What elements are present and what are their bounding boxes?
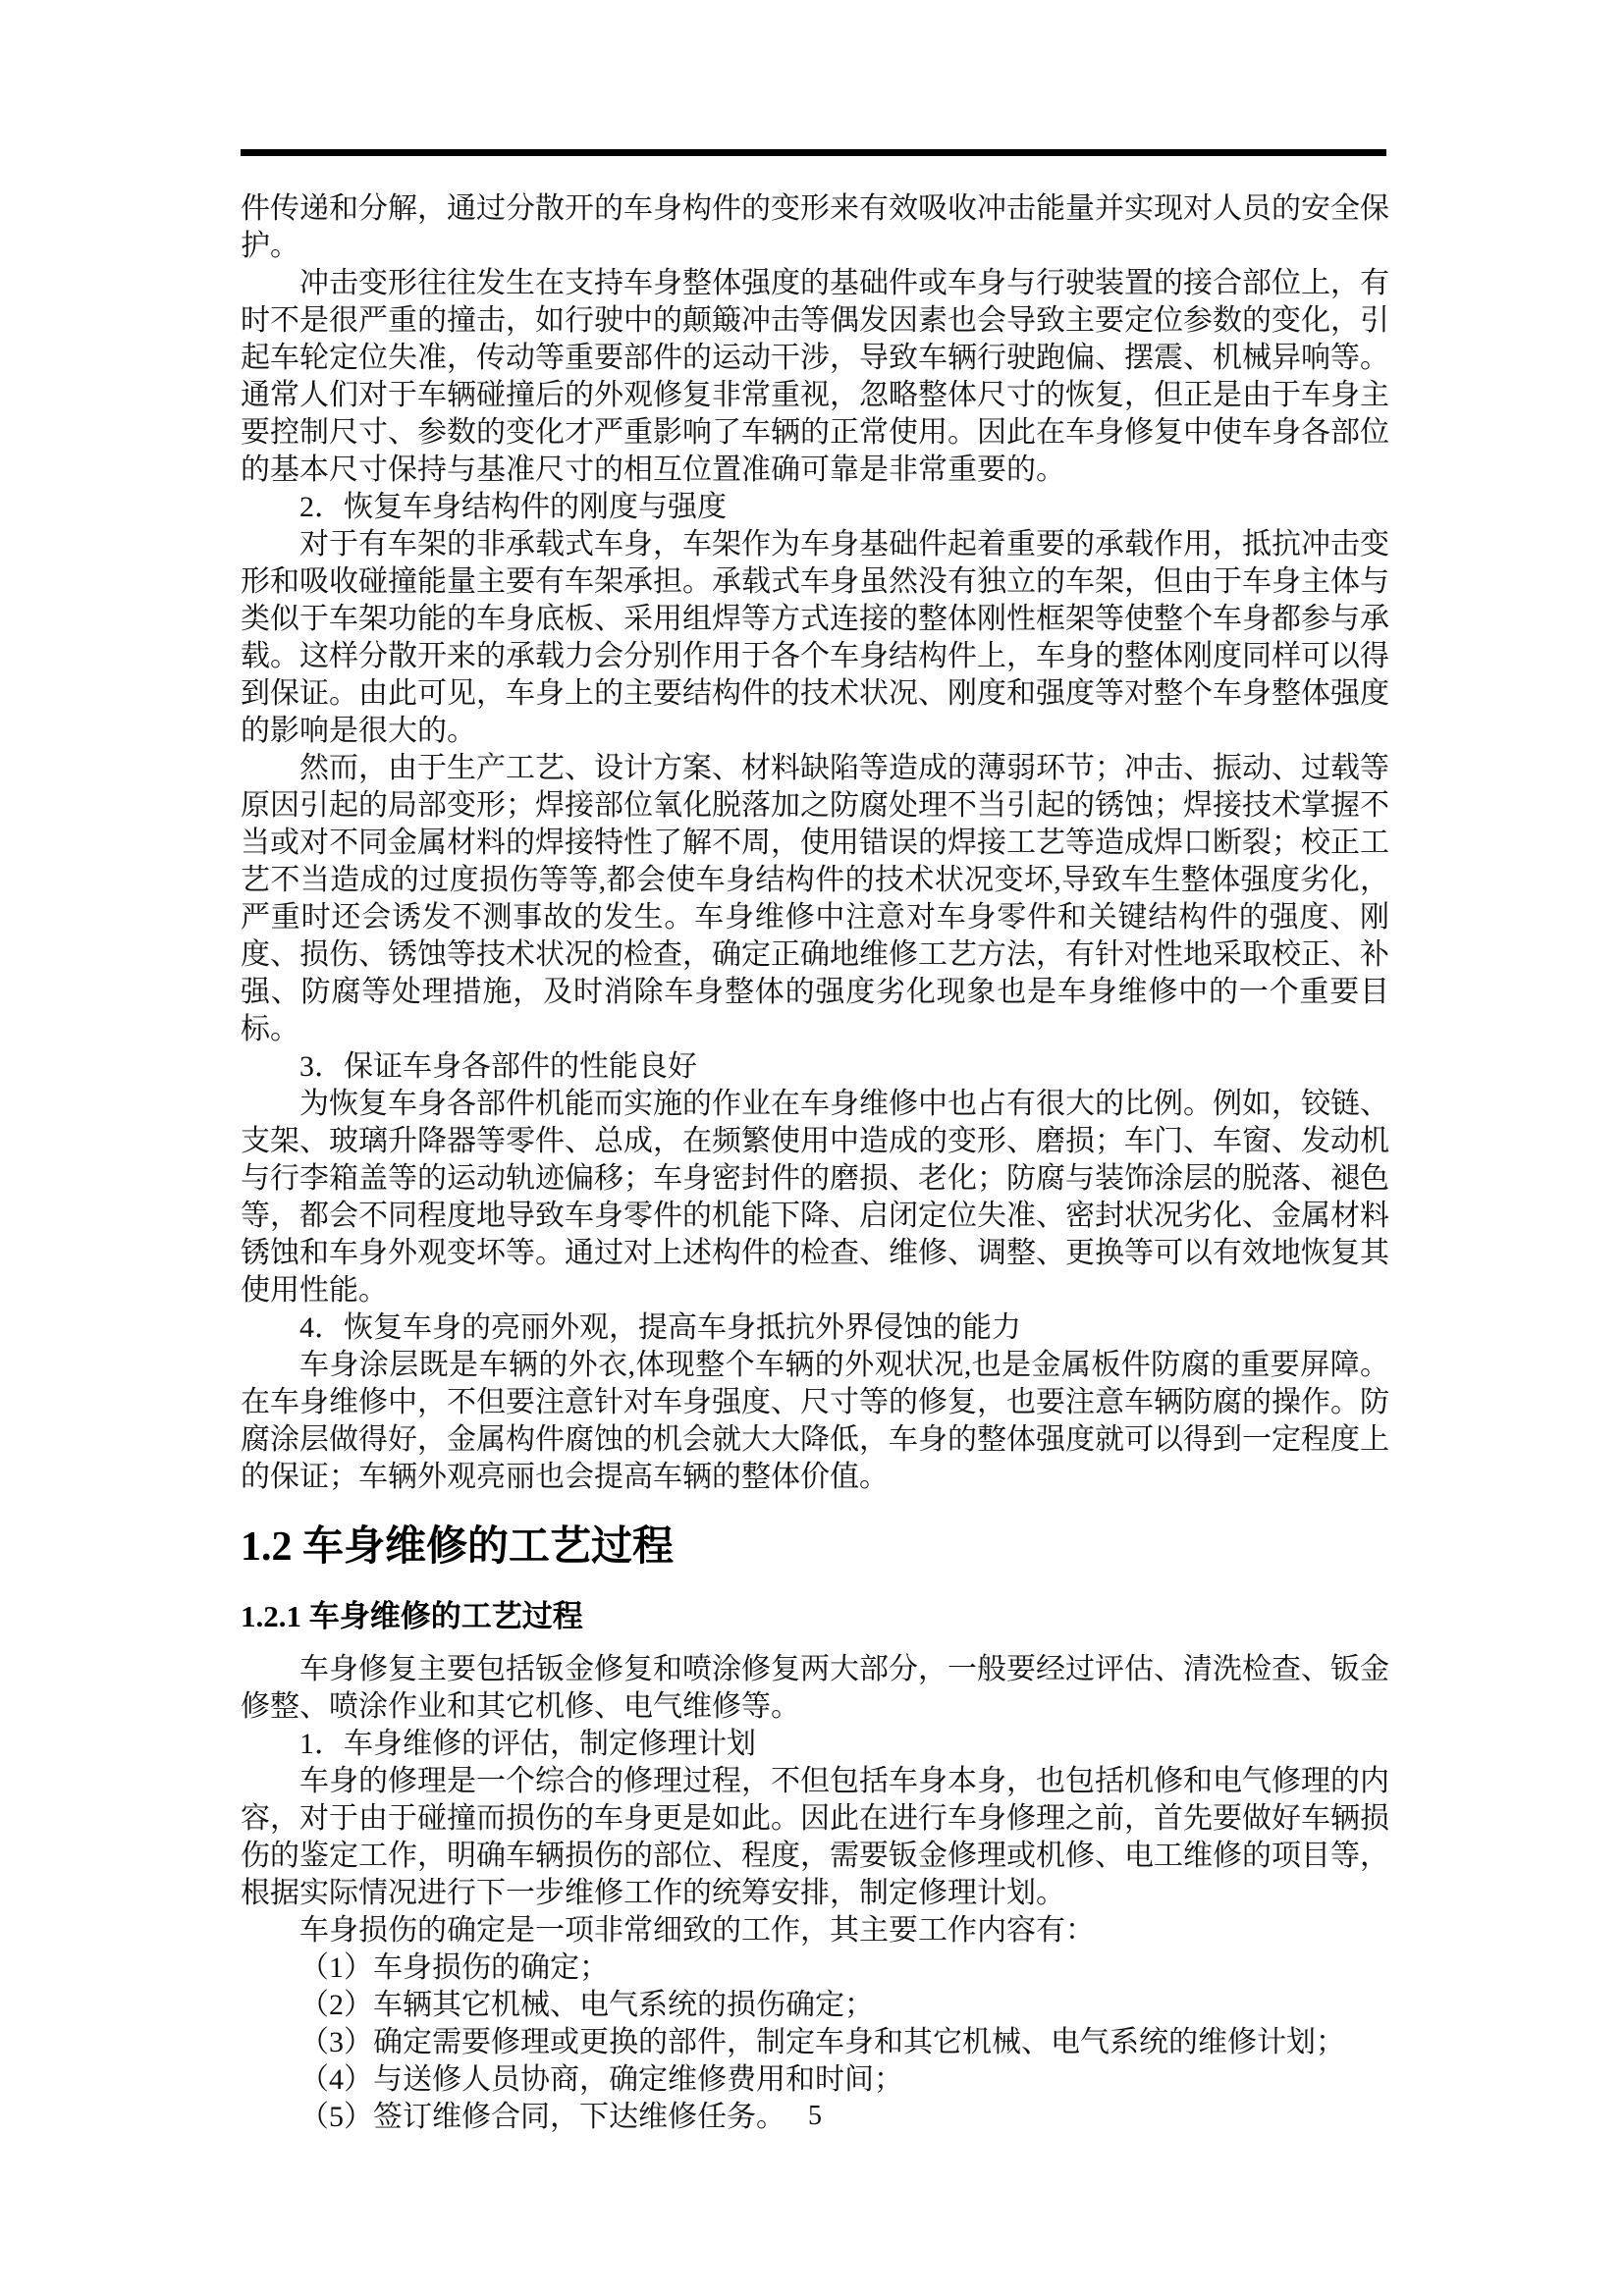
- paragraph: 为恢复车身各部件机能而实施的作业在车身维修中也占有很大的比例。例如，铰链、支架、玻璃升降器等零件、总成，在频繁使用中造成的变形、磨损；车门、车窗、发动机与行李箱盖等的运动轨迹偏移；车身密封件的磨损、老化；防腐与装饰涂层的脱落、褪色等，都会不同程度地导致车身零件的机能下降、启闭定位失准、密封状况劣化、金属材料锈蚀和车身外观变坏等。通过对上述构件的检查、维修、调整、更换等可以有效地恢复其使用性能。: [241, 1088, 1389, 1307]
- list-item: （5）签订维修合同，下达维修任务。: [299, 2101, 785, 2133]
- header-rule: [241, 149, 1386, 156]
- paragraph: 车身修复主要包括钣金修复和喷涂修复两大部分，一般要经过评估、清洗检查、钣金修整、喷涂作业和其它机修、电气维修等。: [241, 1653, 1389, 1723]
- list-item: （1）车身损伤的确定；: [299, 1951, 609, 1984]
- paragraph: 冲击变形往往发生在支持车身整体强度的基础件或车身与行驶装置的接合部位上，有时不是很严重的撞击，如行驶中的颠簸冲击等偶发因素也会导致主要定位参数的变化，引起车轮定位失准，传动等重要部件的运动干涉，导致车辆行驶跑偏、摆震、机械异响等。通常人们对于车辆碰撞后的外观修复非常重视，忽略整体尺寸的恢复，但正是由于车身主要控制尺寸、参数的变化才严重影响了车辆的正常使用。因此在车身修复中使车身各部位的基本尺寸保持与基准尺寸的相互位置准确可靠是非常重要的。: [241, 267, 1389, 486]
- section-heading: 1.2 车身维修的工艺过程: [241, 1524, 675, 1570]
- list-item: （3）确定需要修理或更换的部件，制定车身和其它机械、电气系统的维修计划；: [299, 2026, 1345, 2058]
- paragraph: 件传递和分解，通过分散开的车身构件的变形来有效吸收冲击能量并实现对人员的安全保护。: [241, 192, 1389, 262]
- page-number: 5: [808, 2101, 822, 2131]
- document-body: [241, 190, 1389, 2136]
- paragraph: 车身的修理是一个综合的修理过程，不但包括车身本身，也包括机修和电气修理的内容，对于由于碰撞而损伤的车身更是如此。因此在进行车身修理之前，首先要做好车辆损伤的鉴定工作，明确车辆损伤的部位、程度，需要钣金修理或机修、电工维修的项目等，根据实际情况进行下一步维修工作的统筹安排，制定修理计划。: [241, 1765, 1389, 1909]
- numbered-item: 2．恢复车身结构件的刚度与强度: [299, 491, 727, 523]
- numbered-item: 1．车身维修的评估，制定修理计划: [299, 1728, 756, 1760]
- paragraph: 对于有车架的非承载式车身，车架作为车身基础件起着重要的承载作用，抵抗冲击变形和吸收碰撞能量主要有车架承担。承载式车身虽然没有独立的车架，但由于车身主体与类似于车架功能的车身底板、采用组焊等方式连接的整体刚性框架等使整个车身都参与承载。这样分散开来的承载力会分别作用于各个车身结构件上，车身的整体刚度同样可以得到保证。由此可见，车身上的主要结构件的技术状况、刚度和强度等对整个车身整体强度的影响是很大的。: [241, 528, 1389, 747]
- paragraph: 车身损伤的确定是一项非常细致的工作，其主要工作内容有：: [299, 1914, 1095, 1947]
- paragraph: 车身涂层既是车辆的外衣,体现整个车辆的外观状况,也是金属板件防腐的重要屏障。在车身维修中，不但要注意针对车身强度、尺寸等的修复，也要注意车辆防腐的操作。防腐涂层做得好，金属构件腐蚀的机会就大大降低，车身的整体强度就可以得到一定程度上的保证；车辆外观亮丽也会提高车辆的整体价值。: [241, 1349, 1389, 1493]
- list-item: （4）与送修人员协商，确定维修费用和时间；: [299, 2063, 903, 2096]
- paragraph: 然而，由于生产工艺、设计方案、材料缺陷等造成的薄弱环节；冲击、振动、过载等原因引起的局部变形；焊接部位氧化脱落加之防腐处理不当引起的锈蚀；焊接技术掌握不当或对不同金属材料的焊接特性了解不周，使用错误的焊接工艺等造成焊口断裂；校正工艺不当造成的过度损伤等等,都会使车身结构件的技术状况变坏,导致车生整体强度劣化，严重时还会诱发不测事故的发生。车身维修中注意对车身零件和关键结构件的强度、刚度、损伤、锈蚀等技术状况的检查，确定正确地维修工艺方法，有针对性地采取校正、补强、防腐等处理措施，及时消除车身整体的强度劣化现象也是车身维修中的一个重要目标。: [241, 752, 1389, 1045]
- numbered-item: 3．保证车身各部件的性能良好: [299, 1050, 697, 1083]
- list-item: （2）车辆其它机械、电气系统的损伤确定；: [299, 1989, 874, 2021]
- subsection-heading: 1.2.1 车身维修的工艺过程: [241, 1599, 583, 1633]
- numbered-item: 4．恢复车身的亮丽外观，提高车身抵抗外界侵蚀的能力: [299, 1311, 1021, 1344]
